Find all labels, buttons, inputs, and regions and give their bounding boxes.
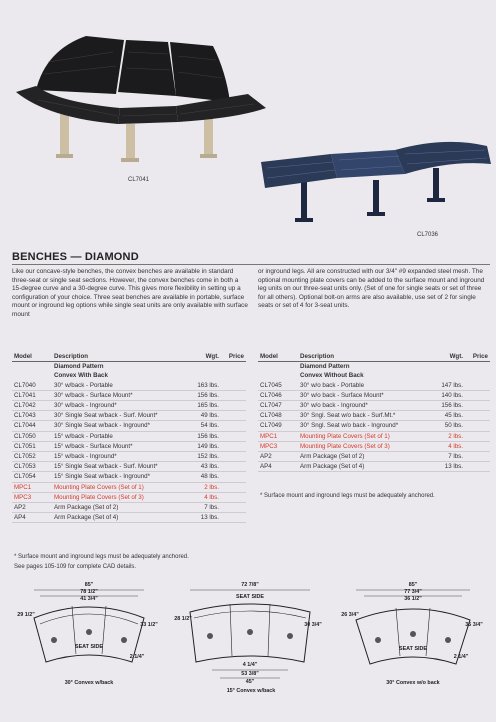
cell-description: 15° w/back - Surface Mount* <box>52 441 177 451</box>
table-row <box>258 441 490 451</box>
cell-description: 30° Sngl. Seat w/o back - Surf.Mt.* <box>298 411 423 421</box>
cell-weight: 2 lbs. <box>423 431 465 441</box>
table-row <box>258 462 490 472</box>
col-description: Description <box>298 352 423 362</box>
description-right: or inground legs. All are constructed with our 3/4" #9 expanded steel mesh. The optional mounting plate covers can be added to the surface mount and inground leg units on our three-seat units only. (Set of one for single seats or set of three for all others). Optional bolt-on arms are also available, use set of 2 for single seats or set of 4 for 3-seat units. <box>258 268 485 310</box>
dim-side: 33 1/2" <box>140 622 158 628</box>
cell-description: 30° w/back - Portable <box>52 381 177 391</box>
cell-weight: 149 lbs. <box>177 441 221 451</box>
cell-description: 30° Single Seat w/back - Surf. Mount* <box>52 411 177 421</box>
cell-model: CL7052 <box>12 452 52 462</box>
diagram-label: 15° Convex w/back <box>226 688 276 694</box>
cell-weight: 45 lbs. <box>423 411 465 421</box>
table-row <box>258 431 490 441</box>
cell-description: 30° w/o back - Surface Mount* <box>298 390 423 400</box>
cell-weight: 156 lbs. <box>177 431 221 441</box>
cell-price <box>221 411 246 421</box>
diagram-label: 30° Convex w/o back <box>386 680 440 686</box>
cell-description: 30° w/o back - Portable <box>298 381 423 391</box>
dim-top: 85" <box>408 582 418 588</box>
table-row <box>12 390 246 400</box>
cell-description: 30° Sngl. Seat w/o back - Inground* <box>298 421 423 431</box>
table-row <box>12 441 246 451</box>
cell-model: CL7040 <box>12 381 52 391</box>
dim-top: 85" <box>84 582 94 588</box>
diagram-label: 30° Convex w/back <box>64 680 114 686</box>
cell-description: Arm Package (Set of 2) <box>52 503 177 513</box>
col-weight: Wgt. <box>423 352 465 362</box>
footnote-left-2: See pages 105-109 for complete CAD details. <box>14 564 137 570</box>
dim-left: 26 3/4" <box>341 612 359 618</box>
cell-model: MPC3 <box>258 441 298 451</box>
table-row <box>12 513 246 523</box>
cell-model: CL7054 <box>12 472 52 482</box>
cell-price <box>221 401 246 411</box>
cell-description: Mounting Plate Covers (Set of 3) <box>298 441 423 451</box>
cell-model: CL7053 <box>12 462 52 472</box>
cell-model: AP2 <box>258 452 298 462</box>
dim-inner: 4 1/4" <box>242 662 258 668</box>
description-left: Like our concave-style benches, the convex benches are available in standard three-seat or single seat sections. However, the convex benches come in both a 15-degree curve and a 30-degree curve. This gives more flexibility in setting up a configuration of your choice. Three seat benches are available in portable, surface mount or inground leg options while single seat units are only available with surface mount <box>12 268 248 318</box>
dim-side: 30 3/4" <box>304 622 322 628</box>
table-row <box>12 482 246 492</box>
cell-weight: 13 lbs. <box>423 462 465 472</box>
bench-photo-cl7036 <box>255 128 493 228</box>
cell-model: CL7050 <box>12 431 52 441</box>
cell-price <box>465 441 490 451</box>
cell-description: Mounting Plate Covers (Set of 1) <box>52 482 177 492</box>
table-row <box>12 411 246 421</box>
cell-weight: 156 lbs. <box>177 390 221 400</box>
cell-price <box>465 411 490 421</box>
cell-price <box>221 390 246 400</box>
subhead: Diamond Pattern <box>300 363 350 371</box>
cell-price <box>221 462 246 472</box>
cell-description: 15° Single Seat w/back - Inground* <box>52 472 177 482</box>
cell-weight: 4 lbs. <box>177 492 221 502</box>
cell-weight: 50 lbs. <box>423 421 465 431</box>
cell-model: AP4 <box>258 462 298 472</box>
table-convex-with-back <box>12 352 246 523</box>
cell-price <box>221 513 246 523</box>
subhead: Convex With Back <box>54 372 108 380</box>
cell-price <box>221 503 246 513</box>
subhead: Convex Without Back <box>300 372 364 380</box>
cell-description: 15° w/back - Inground* <box>52 452 177 462</box>
cell-weight: 13 lbs. <box>177 513 221 523</box>
cell-weight: 49 lbs. <box>177 411 221 421</box>
cell-price <box>221 482 246 492</box>
cell-description: Arm Package (Set of 2) <box>298 452 423 462</box>
cell-price <box>221 441 246 451</box>
cell-price <box>221 492 246 502</box>
cell-model: MPC1 <box>12 482 52 492</box>
table-row <box>12 381 246 391</box>
cell-model: CL7043 <box>12 411 52 421</box>
cell-weight: 54 lbs. <box>177 421 221 431</box>
diagram-15-convex-w-back <box>176 582 324 697</box>
cell-model: CL7051 <box>12 441 52 451</box>
dim-side: 35 3/4" <box>465 622 483 628</box>
cell-model: CL7048 <box>258 411 298 421</box>
dim-bottom: 2 1/4" <box>129 654 145 660</box>
table-row <box>12 492 246 502</box>
cell-weight: 7 lbs. <box>423 452 465 462</box>
cell-model: CL7042 <box>12 401 52 411</box>
table-row <box>12 401 246 411</box>
col-description: Description <box>52 352 177 362</box>
cell-model: CL7041 <box>12 390 52 400</box>
cell-description: Arm Package (Set of 4) <box>52 513 177 523</box>
cell-weight: 48 lbs. <box>177 472 221 482</box>
col-price: Price <box>465 352 490 362</box>
dim-top-3: 36 1/2" <box>404 596 422 602</box>
cell-weight: 4 lbs. <box>423 441 465 451</box>
cell-model: CL7045 <box>258 381 298 391</box>
table-row <box>258 401 490 411</box>
cell-model: MPC3 <box>12 492 52 502</box>
cell-weight: 2 lbs. <box>177 482 221 492</box>
dim-left: 29 1/2" <box>17 612 35 618</box>
cell-price <box>465 381 490 391</box>
cell-description: Arm Package (Set of 4) <box>298 462 423 472</box>
cell-price <box>465 390 490 400</box>
cell-price <box>221 381 246 391</box>
cell-description: 30° w/back - Surface Mount* <box>52 390 177 400</box>
cell-description: Mounting Plate Covers (Set of 1) <box>298 431 423 441</box>
photo1-caption: CL7041 <box>128 177 150 183</box>
diagram-30-convex-wo-back <box>338 582 488 692</box>
seat-side-label: SEAT SIDE <box>398 646 428 652</box>
dim-top-2: 77 3/4" <box>404 589 422 595</box>
seat-side-label: SEAT SIDE <box>74 644 104 650</box>
dim-top-3: 41 3/4" <box>80 596 98 602</box>
table-row <box>258 390 490 400</box>
col-price: Price <box>221 352 246 362</box>
cell-model: CL7049 <box>258 421 298 431</box>
cell-weight: 147 lbs. <box>423 381 465 391</box>
dim-bottom: 2 1/4" <box>453 654 469 660</box>
cell-description: 30° w/back - Inground* <box>52 401 177 411</box>
cell-description: 30° Single Seat w/back - Inground* <box>52 421 177 431</box>
cell-model: CL7044 <box>12 421 52 431</box>
seat-side-label: SEAT SIDE <box>235 594 265 600</box>
cell-price <box>221 452 246 462</box>
table-convex-without-back <box>258 352 490 472</box>
cell-price <box>465 431 490 441</box>
cell-description: 30° w/o back - Inground* <box>298 401 423 411</box>
cell-weight: 140 lbs. <box>423 390 465 400</box>
cell-weight: 156 lbs. <box>423 401 465 411</box>
dim-top: 72 7/8" <box>241 582 259 588</box>
heading-rule <box>12 264 490 265</box>
cell-description: 15° Single Seat w/back - Surf. Mount* <box>52 462 177 472</box>
cell-price <box>465 401 490 411</box>
dim-left: 28 1/2" <box>174 616 192 622</box>
dim-bottom-2: 45" <box>245 679 255 685</box>
dim-bottom: 53 3/8" <box>241 671 259 677</box>
col-weight: Wgt. <box>177 352 221 362</box>
subhead: Diamond Pattern <box>54 363 104 371</box>
dim-top-2: 78 1/2" <box>80 589 98 595</box>
cell-price <box>465 421 490 431</box>
cell-price <box>221 421 246 431</box>
cell-weight: 163 lbs. <box>177 381 221 391</box>
table-row <box>258 452 490 462</box>
footnote-left-1: * Surface mount and inground legs must be adequately anchored. <box>14 554 189 560</box>
footnote-right-1: * Surface mount and inground legs must be adequately anchored. <box>260 493 435 499</box>
cell-model: MPC1 <box>258 431 298 441</box>
cell-model: CL7046 <box>258 390 298 400</box>
table-row <box>258 411 490 421</box>
table-row <box>12 431 246 441</box>
cell-model: CL7047 <box>258 401 298 411</box>
diagram-30-convex-w-back <box>14 582 164 692</box>
cell-weight: 165 lbs. <box>177 401 221 411</box>
section-heading: BENCHES — DIAMOND <box>12 251 139 263</box>
cell-weight: 152 lbs. <box>177 452 221 462</box>
cell-model: AP2 <box>12 503 52 513</box>
cell-model: AP4 <box>12 513 52 523</box>
cell-price <box>221 472 246 482</box>
cell-weight: 7 lbs. <box>177 503 221 513</box>
col-model: Model <box>258 352 298 362</box>
table-row <box>12 503 246 513</box>
col-model: Model <box>12 352 52 362</box>
cell-description: 15° w/back - Portable <box>52 431 177 441</box>
cell-price <box>221 431 246 441</box>
table-row <box>12 462 246 472</box>
table-row <box>12 421 246 431</box>
bench-photo-cl7041 <box>8 22 273 172</box>
cell-weight: 43 lbs. <box>177 462 221 472</box>
cell-price <box>465 452 490 462</box>
table-row <box>12 452 246 462</box>
cell-description: Mounting Plate Covers (Set of 3) <box>52 492 177 502</box>
table-row <box>258 381 490 391</box>
photo2-caption: CL7036 <box>417 232 439 238</box>
table-row <box>12 472 246 482</box>
table-row <box>258 421 490 431</box>
cell-price <box>465 462 490 472</box>
